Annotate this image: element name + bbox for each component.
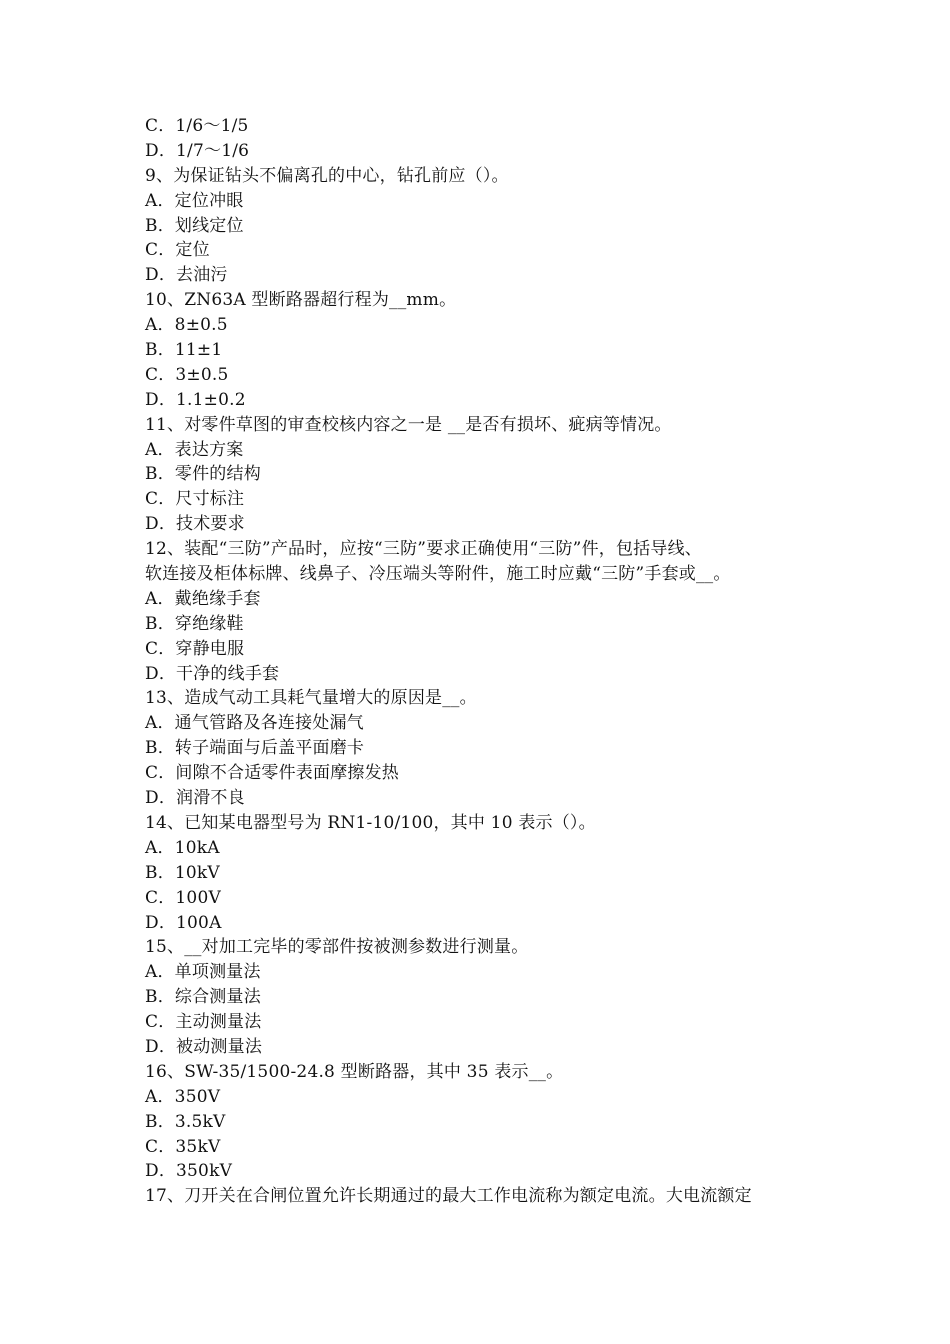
option-line: C．主动测量法 [145,1012,262,1033]
option-line: D．干净的线手套 [145,663,280,684]
option-line: A．8±0.5 [145,315,228,336]
question-line: 12、装配“三防”产品时，应按“三防”要求正确使用“三防”件，包括导线、 [145,539,702,560]
question-line: 16、SW-35/1500-24.8 型断路器，其中 35 表示__。 [145,1061,564,1082]
question-line: 14、已知某电器型号为 RN1-10/100，其中 10 表示（）。 [145,812,596,833]
text-line: D．1/7～1/6 [145,140,250,161]
text-line: C．1/6～1/5 [145,116,249,136]
option-line: C．100V [145,887,221,908]
question-line: 10、ZN63A 型断路器超行程为__mm。 [145,290,457,311]
option-line: B．10kV [145,862,220,883]
option-line: C．尺寸标注 [145,489,245,510]
option-line: A．戴绝缘手套 [145,588,261,609]
option-line: B．3.5kV [145,1111,226,1132]
option-line: D．技术要求 [145,514,245,535]
option-line: C．定位 [145,240,210,261]
option-line: B．综合测量法 [145,987,261,1008]
option-line: B．穿绝缘鞋 [145,613,244,634]
option-line: A．单项测量法 [145,962,261,983]
option-line: D．去油污 [145,265,228,286]
option-line: D．1.1±0.2 [145,389,246,410]
option-line: B．11±1 [145,340,223,361]
option-line: D．被动测量法 [145,1036,263,1057]
question-line: 17、刀开关在合闸位置允许长期通过的最大工作电流称为额定电流。大电流额定 [145,1186,752,1207]
option-line: D．350kV [145,1161,233,1182]
option-line: A．定位冲眼 [145,190,244,211]
document-body [145,114,825,1209]
option-line: D．100A [145,912,222,933]
option-line: C．间隙不合适零件表面摩擦发热 [145,763,400,784]
option-line: D．润滑不良 [145,788,245,809]
question-line: 13、造成气动工具耗气量增大的原因是__。 [145,688,477,709]
option-line: B．转子端面与后盖平面磨卡 [145,738,365,759]
question-line: 15、__对加工完毕的零部件按被测参数进行测量。 [145,937,529,958]
option-line: C．3±0.5 [145,364,229,385]
question-line: 11、对零件草图的审查校核内容之一是 __是否有损坏、疵病等情况。 [145,414,672,435]
question-line-continued: 软连接及柜体标牌、线鼻子、冷压端头等附件，施工时应戴“三防”手套或__。 [145,564,731,585]
option-line: C．穿静电服 [145,638,245,659]
option-line: B．零件的结构 [145,464,261,485]
option-line: C．35kV [145,1136,221,1157]
option-line: A．10kA [145,837,220,858]
option-line: A．350V [145,1086,221,1107]
option-line: A．通气管路及各连接处漏气 [145,713,364,734]
question-line: 9、为保证钻头不偏离孔的中心，钻孔前应（）。 [145,165,509,186]
option-line: B．划线定位 [145,215,244,236]
option-line: A．表达方案 [145,439,244,460]
